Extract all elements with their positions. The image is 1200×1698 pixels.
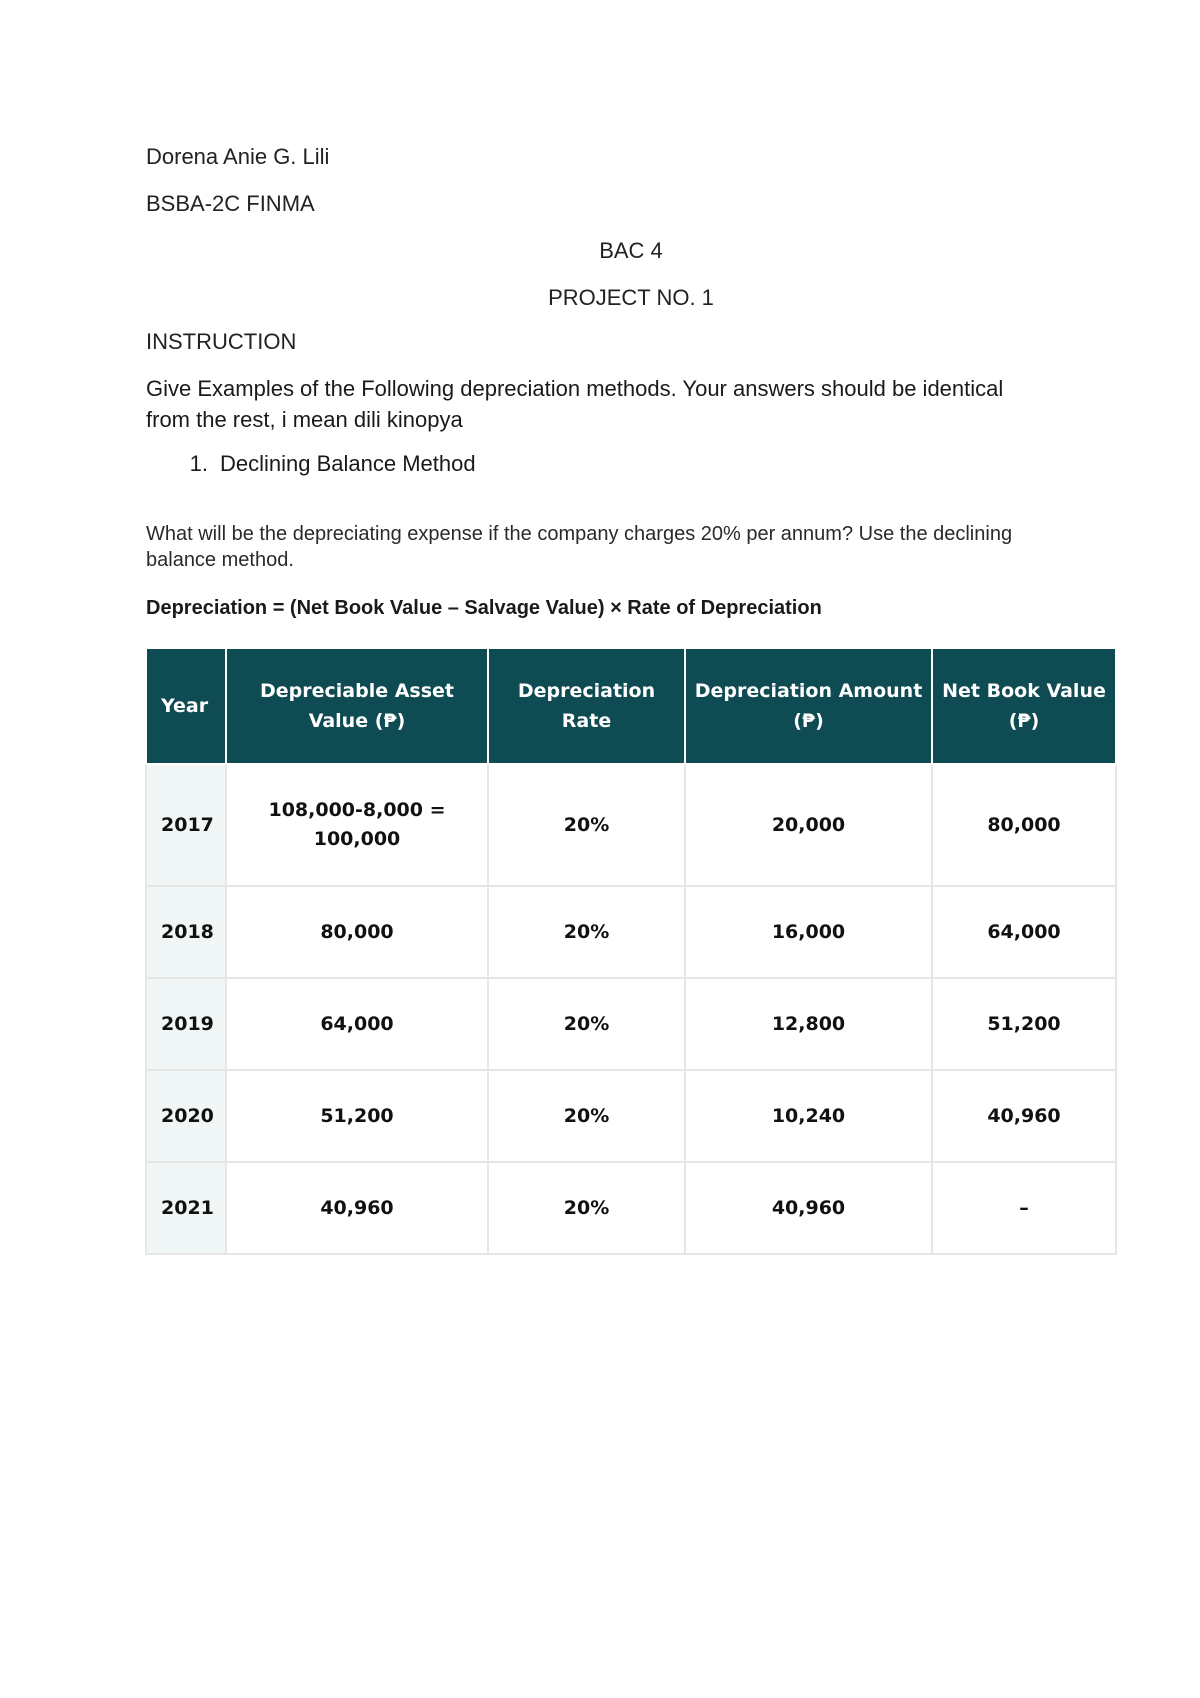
cell-depreciable-asset-value: 108,000-8,000 = 100,000 [226,764,488,886]
instruction-text: Give Examples of the Following depreciation methods. Your answers should be identical from the rest, i mean dili kinopya [146,376,1004,432]
table-row [146,764,1116,886]
cell-depreciation-amount: 10,240 [685,1070,932,1162]
cell-year: 2017 [146,764,226,886]
cell-depreciable-asset-value: 51,200 [226,1070,488,1162]
cell-year: 2019 [146,978,226,1070]
cell-depreciation-rate: 20% [488,886,685,978]
cell-net-book-value: 40,960 [932,1070,1116,1162]
header-depreciable-asset-value: Depreciable Asset Value (₱) [226,648,488,764]
formula-text: Depreciation = (Net Book Value – Salvage Value) × Rate of Depreciation [146,597,822,619]
table-row [146,1070,1116,1162]
list-item-number: 1. [189,451,208,476]
cell-depreciable-asset-value: 40,960 [226,1162,488,1254]
course-title: BAC 4 [599,238,663,263]
cell-depreciation-amount: 20,000 [685,764,932,886]
table-row [146,1162,1116,1254]
list-item-label: Declining Balance Method [220,451,476,476]
cell-year: 2021 [146,1162,226,1254]
cell-depreciation-rate: 20% [488,978,685,1070]
cell-depreciation-rate: 20% [488,1162,685,1254]
cell-year: 2020 [146,1070,226,1162]
document-page [146,142,1116,1255]
project-title: PROJECT NO. 1 [548,285,714,310]
cell-year: 2018 [146,886,226,978]
depreciation-table [145,647,1117,1255]
cell-depreciation-rate: 20% [488,1070,685,1162]
cell-depreciable-asset-value: 80,000 [226,886,488,978]
header-net-book-value: Net Book Value (₱) [932,648,1116,764]
header-depreciation-amount: Depreciation Amount (₱) [685,648,932,764]
table-header-row [146,648,1116,764]
cell-net-book-value: – [932,1162,1116,1254]
method-list [146,449,1116,479]
instruction-label: INSTRUCTION [146,329,297,354]
student-section: BSBA-2C FINMA [146,191,315,216]
question-text: What will be the depreciating expense if the company charges 20% per annum? Use the declining balance method. [146,523,1013,571]
table-row [146,978,1116,1070]
cell-depreciable-asset-value: 64,000 [226,978,488,1070]
cell-depreciation-rate: 20% [488,764,685,886]
cell-net-book-value: 64,000 [932,886,1116,978]
table-row [146,886,1116,978]
list-item [146,449,1116,479]
cell-depreciation-amount: 16,000 [685,886,932,978]
cell-net-book-value: 80,000 [932,764,1116,886]
cell-depreciation-amount: 12,800 [685,978,932,1070]
cell-depreciation-amount: 40,960 [685,1162,932,1254]
header-year: Year [146,648,226,764]
cell-net-book-value: 51,200 [932,978,1116,1070]
student-name: Dorena Anie G. Lili [146,144,330,169]
header-depreciation-rate: Depreciation Rate [488,648,685,764]
